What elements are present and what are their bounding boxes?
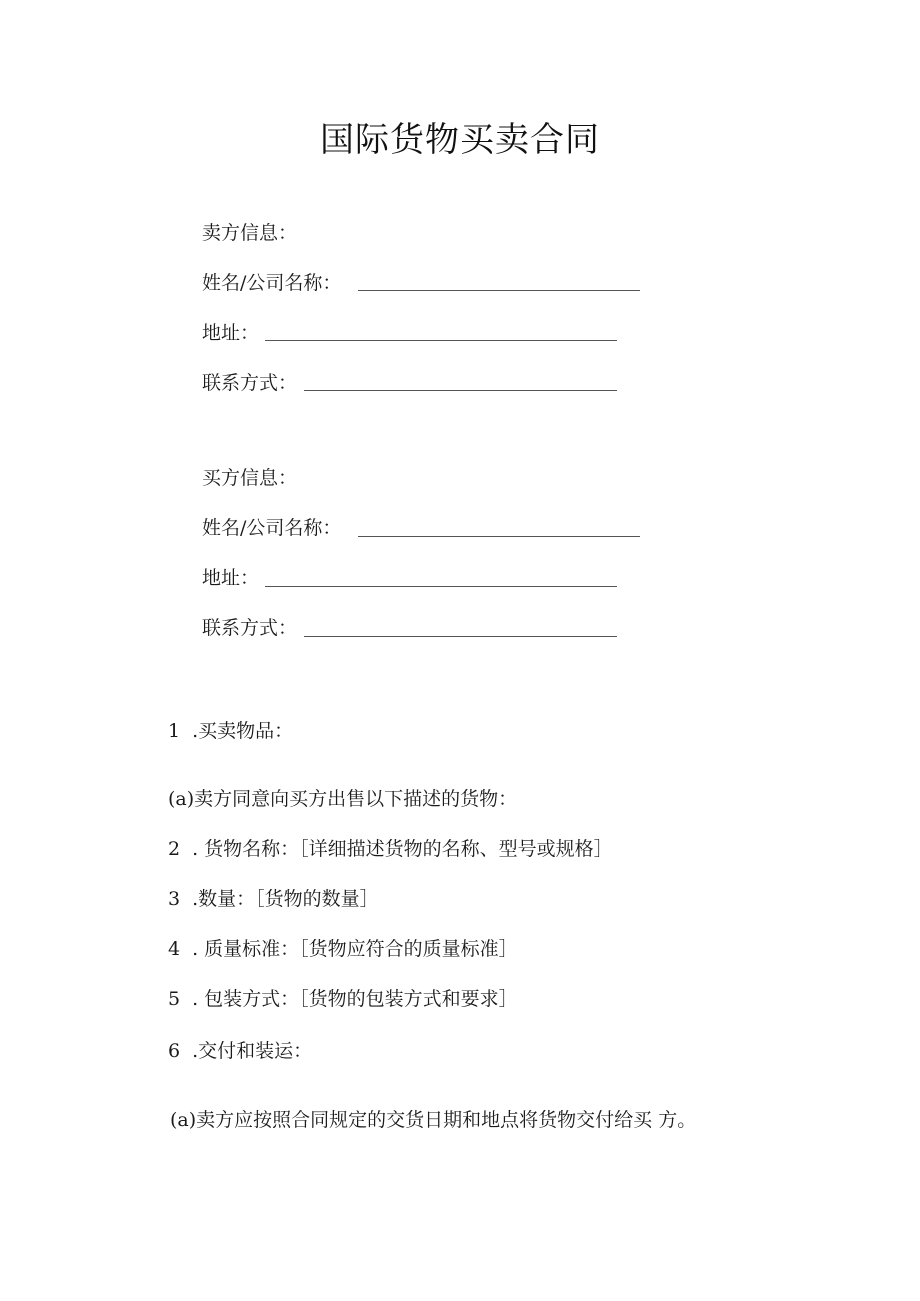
clause-number: 6 [168,1040,181,1062]
clause-2 [168,836,613,862]
clause-4 [168,936,518,962]
buyer-heading: 买方信息： [202,467,298,489]
buyer-contact-label: 联系方式： [202,617,298,639]
clause-text: . 货物名称：［详细描述货物的名称、型号或规格］ [192,838,613,860]
document-title: 国际货物买卖合同 [320,120,600,160]
clause-1a [168,786,517,812]
clause-3 [168,886,379,912]
buyer-name-blank[interactable] [358,536,640,537]
buyer-address-blank[interactable] [265,586,617,587]
clause-number: (a) [170,1109,197,1131]
seller-address-label: 地址： [202,322,260,344]
seller-heading: 卖方信息： [202,222,298,244]
clause-number: (a) [168,788,195,810]
clause-number: 5 [168,988,181,1010]
clause-text: .交付和装运： [192,1040,313,1062]
seller-address-blank[interactable] [265,340,617,341]
buyer-address-label: 地址： [202,567,260,589]
seller-contact-blank[interactable] [304,390,617,391]
clause-number: 2 [168,838,181,860]
clause-text: . 包装方式：［货物的包装方式和要求］ [192,988,518,1010]
seller-name-blank[interactable] [358,290,640,291]
clause-text: .数量：［货物的数量］ [192,888,379,910]
seller-name-label: 姓名/公司名称： [202,272,342,294]
buyer-name-label: 姓名/公司名称： [202,517,342,539]
clause-text: . 质量标准：［货物应符合的质量标准］ [192,938,518,960]
clause-number: 1 [168,720,181,742]
seller-contact-label: 联系方式： [202,372,298,394]
clause-number: 4 [168,938,181,960]
buyer-contact-blank[interactable] [304,636,617,637]
clause-text: .买卖物品： [192,720,294,742]
clause-1 [168,718,293,744]
clause-text: 卖方同意向买方出售以下描述的货物： [194,788,518,810]
clause-6 [168,1038,312,1064]
clause-text: 卖方应按照合同规定的交货日期和地点将货物交付给买 方。 [196,1109,697,1131]
clause-number: 3 [168,888,181,910]
clause-6a [170,1107,696,1133]
clause-5 [168,986,518,1012]
